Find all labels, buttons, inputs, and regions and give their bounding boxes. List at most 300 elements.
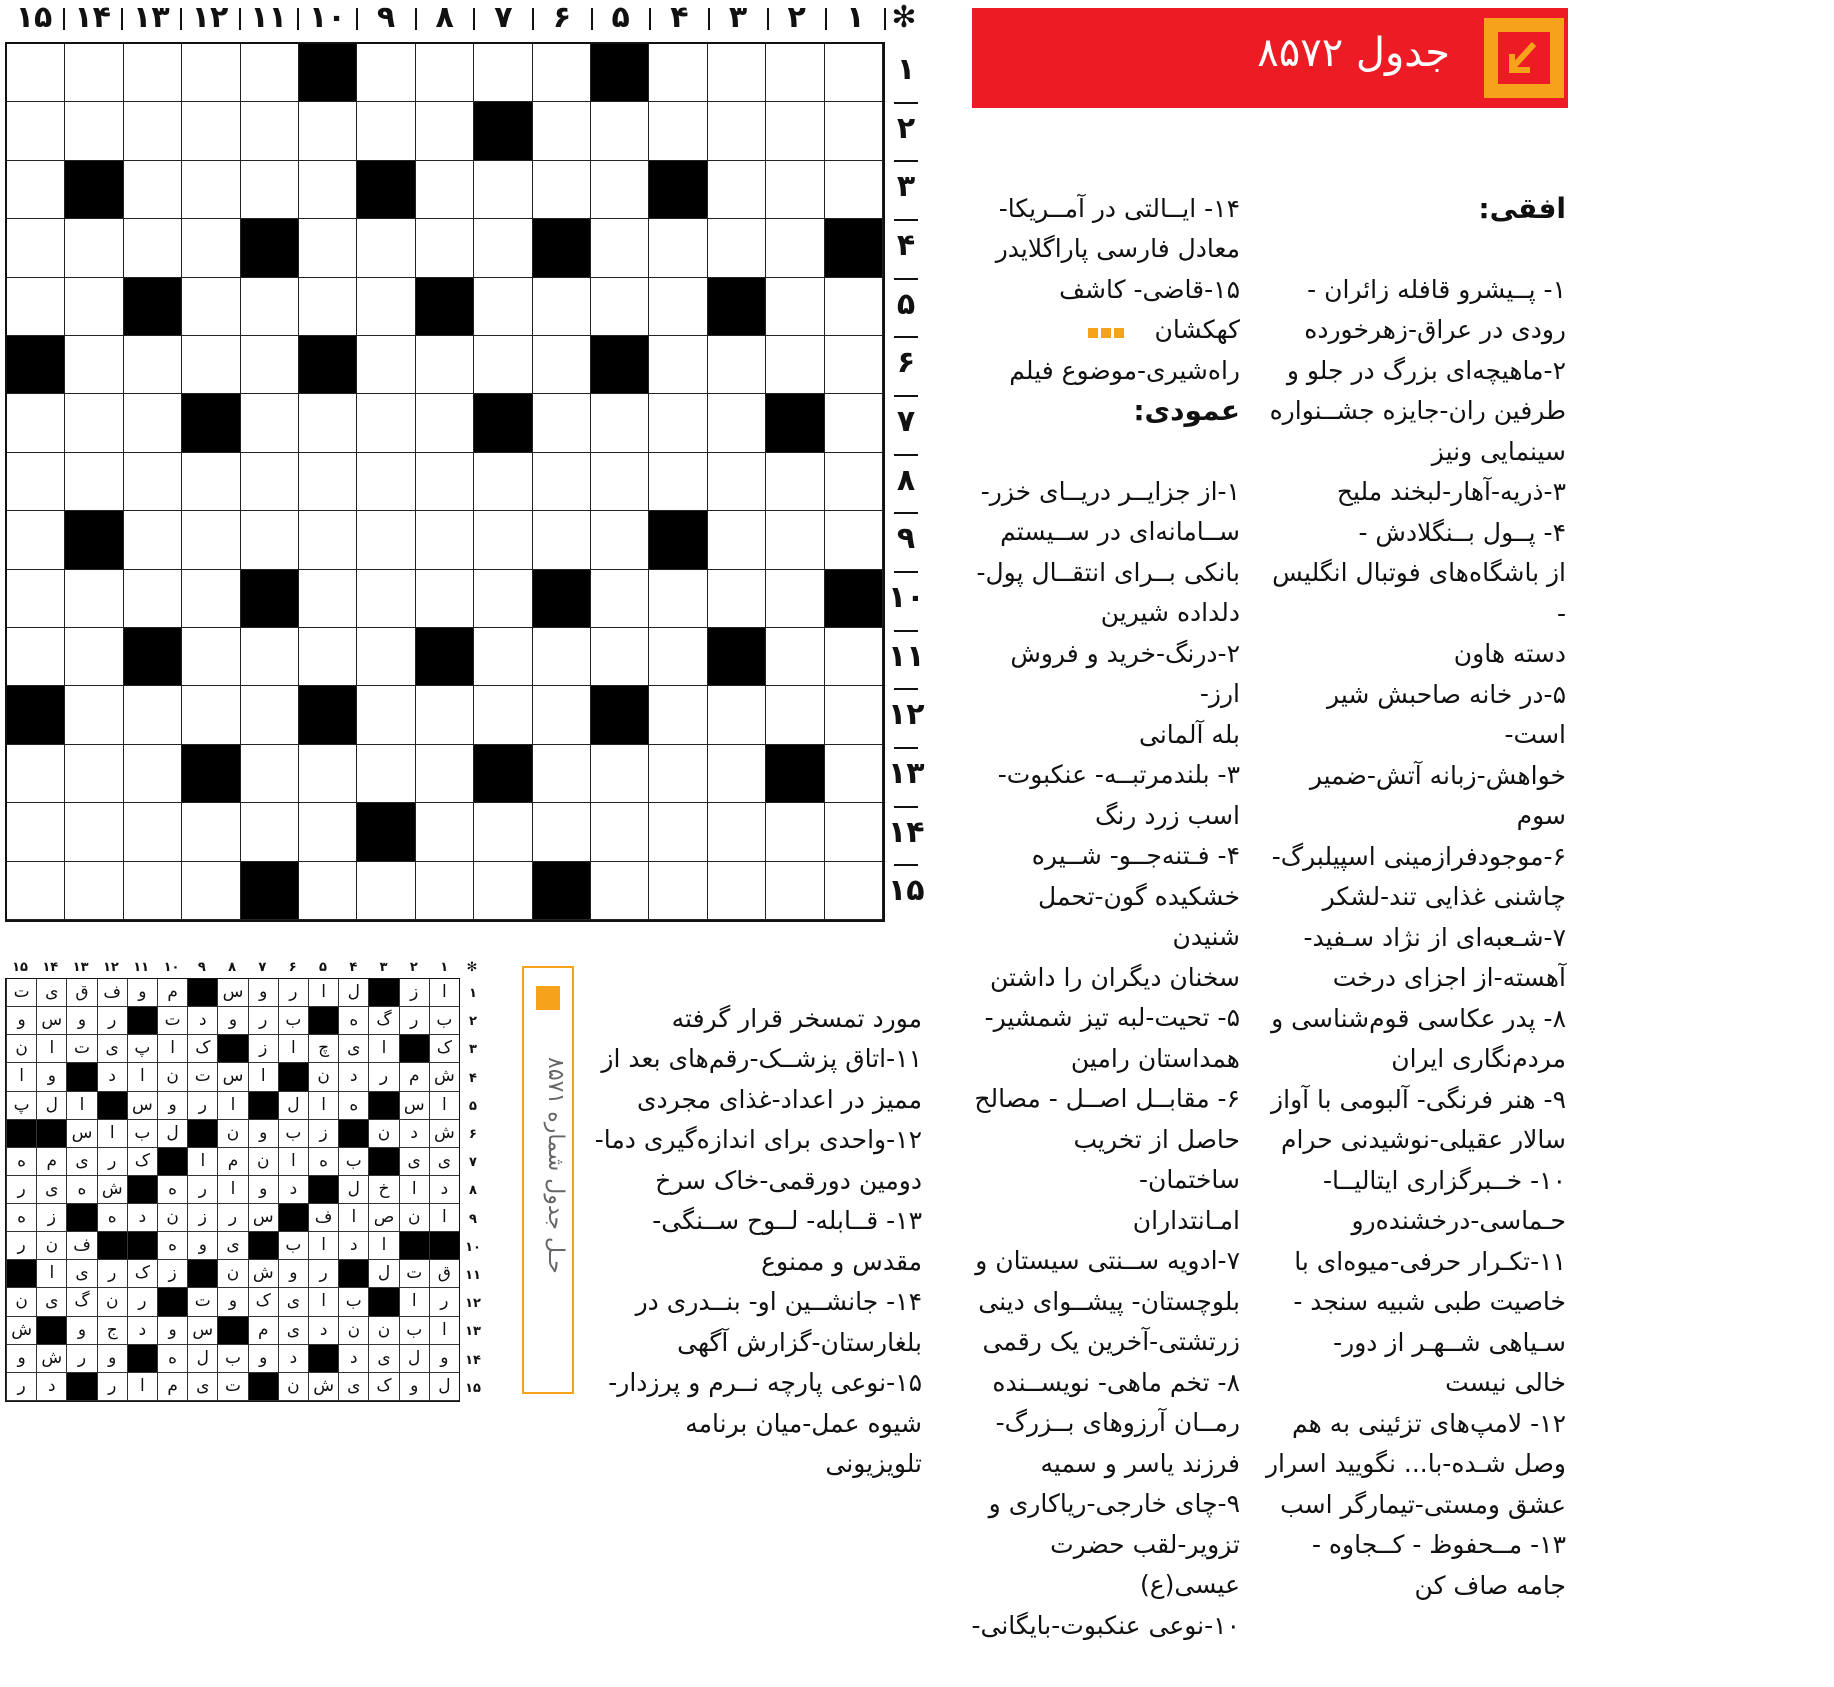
grid-cell[interactable] bbox=[591, 102, 649, 160]
grid-cell[interactable] bbox=[533, 336, 591, 394]
solution-cell: د bbox=[308, 1317, 338, 1345]
solution-cell: ص bbox=[368, 1204, 398, 1232]
grid-cell[interactable] bbox=[65, 278, 123, 336]
grid-cell[interactable] bbox=[65, 745, 123, 803]
grid-cell[interactable] bbox=[299, 745, 357, 803]
black-cell bbox=[766, 394, 824, 452]
grid-cell[interactable] bbox=[357, 745, 415, 803]
grid-cell[interactable] bbox=[357, 278, 415, 336]
grid-cell[interactable] bbox=[474, 570, 532, 628]
grid-cell[interactable] bbox=[533, 161, 591, 219]
solution-cell: ر bbox=[429, 1288, 459, 1316]
grid-cell[interactable] bbox=[416, 394, 474, 452]
grid-cell[interactable] bbox=[7, 803, 65, 861]
solution-cell: و bbox=[127, 979, 157, 1007]
grid-cell[interactable] bbox=[65, 102, 123, 160]
separator bbox=[894, 630, 918, 632]
solution-cell: گ bbox=[66, 1288, 96, 1316]
logo-icon bbox=[536, 986, 560, 1010]
grid-cell[interactable] bbox=[182, 570, 240, 628]
grid-cell[interactable] bbox=[416, 745, 474, 803]
solution-cell: ن bbox=[157, 1204, 187, 1232]
black-cell bbox=[299, 686, 357, 744]
solution-label: حـل جدول شماره ۸۵۷۱ bbox=[543, 1056, 568, 1274]
grid-cell[interactable] bbox=[825, 44, 883, 102]
grid-cell[interactable] bbox=[533, 278, 591, 336]
row-number: ۸ bbox=[896, 462, 916, 498]
grid-cell[interactable] bbox=[649, 219, 707, 277]
grid-cell[interactable] bbox=[7, 161, 65, 219]
solution-cell: و bbox=[429, 1345, 459, 1373]
grid-cell[interactable] bbox=[591, 570, 649, 628]
solution-black-cell bbox=[66, 1204, 96, 1232]
grid-cell[interactable] bbox=[825, 862, 883, 920]
black-cell bbox=[124, 278, 182, 336]
solution-cell: ش bbox=[248, 1260, 278, 1288]
grid-cell[interactable] bbox=[182, 686, 240, 744]
grid-cell[interactable] bbox=[825, 628, 883, 686]
grid-cell[interactable] bbox=[124, 686, 182, 744]
solution-cell: م bbox=[157, 979, 187, 1007]
grid-cell[interactable] bbox=[7, 394, 65, 452]
separator bbox=[894, 219, 918, 221]
grid-cell[interactable] bbox=[766, 219, 824, 277]
grid-cell[interactable] bbox=[825, 803, 883, 861]
grid-cell[interactable] bbox=[766, 570, 824, 628]
solution-cell: ی bbox=[429, 1148, 459, 1176]
grid-cell[interactable] bbox=[65, 336, 123, 394]
grid-cell[interactable] bbox=[299, 628, 357, 686]
grid-cell[interactable] bbox=[649, 278, 707, 336]
solution-column-number: ۵ bbox=[319, 960, 327, 975]
grid-cell[interactable] bbox=[182, 219, 240, 277]
solution-cell: ه bbox=[66, 1176, 96, 1204]
grid-cell[interactable] bbox=[7, 745, 65, 803]
grid-cell[interactable] bbox=[533, 745, 591, 803]
grid-cell[interactable] bbox=[474, 511, 532, 569]
grid-cell[interactable] bbox=[241, 686, 299, 744]
solution-cell: ا bbox=[157, 1035, 187, 1063]
solution-cell: ر bbox=[66, 1345, 96, 1373]
grid-cell[interactable] bbox=[124, 336, 182, 394]
solution-cell: ب bbox=[338, 1288, 368, 1316]
grid-cell[interactable] bbox=[533, 44, 591, 102]
grid-cell[interactable] bbox=[124, 394, 182, 452]
grid-cell[interactable] bbox=[124, 803, 182, 861]
solution-cell: ر bbox=[97, 1260, 127, 1288]
grid-cell[interactable] bbox=[766, 803, 824, 861]
grid-cell[interactable] bbox=[124, 511, 182, 569]
grid-cell[interactable] bbox=[7, 628, 65, 686]
grid-cell[interactable] bbox=[7, 102, 65, 160]
solution-cell: چ bbox=[308, 1035, 338, 1063]
crossword-grid[interactable] bbox=[5, 42, 885, 922]
solution-column-number: ۱ bbox=[440, 960, 449, 975]
solution-cell: ن bbox=[308, 1063, 338, 1091]
grid-cell[interactable] bbox=[124, 219, 182, 277]
grid-cell[interactable] bbox=[357, 686, 415, 744]
grid-cell[interactable] bbox=[65, 803, 123, 861]
grid-cell[interactable] bbox=[416, 44, 474, 102]
grid-cell[interactable] bbox=[474, 336, 532, 394]
grid-cell[interactable] bbox=[357, 44, 415, 102]
grid-cell[interactable] bbox=[533, 453, 591, 511]
grid-cell[interactable] bbox=[241, 803, 299, 861]
grid-cell[interactable] bbox=[474, 161, 532, 219]
grid-cell[interactable] bbox=[825, 336, 883, 394]
grid-cell[interactable] bbox=[533, 628, 591, 686]
solution-cell: ا bbox=[66, 1092, 96, 1120]
grid-cell[interactable] bbox=[416, 570, 474, 628]
solution-cell: ک bbox=[127, 1260, 157, 1288]
grid-cell[interactable] bbox=[65, 686, 123, 744]
grid-cell[interactable] bbox=[708, 219, 766, 277]
grid-cell[interactable] bbox=[474, 862, 532, 920]
grid-cell[interactable] bbox=[591, 161, 649, 219]
grid-cell[interactable] bbox=[241, 336, 299, 394]
solution-black-cell bbox=[368, 1148, 398, 1176]
black-cell bbox=[591, 336, 649, 394]
grid-cell[interactable] bbox=[241, 394, 299, 452]
black-cell bbox=[591, 44, 649, 102]
grid-cell[interactable] bbox=[766, 686, 824, 744]
grid-cell[interactable] bbox=[357, 453, 415, 511]
grid-cell[interactable] bbox=[591, 628, 649, 686]
solution-black-cell bbox=[157, 1288, 187, 1316]
grid-cell[interactable] bbox=[7, 219, 65, 277]
grid-cell[interactable] bbox=[766, 862, 824, 920]
column-number: ۹ bbox=[376, 0, 396, 35]
grid-cell[interactable] bbox=[7, 511, 65, 569]
grid-cell[interactable] bbox=[766, 453, 824, 511]
grid-cell[interactable] bbox=[649, 628, 707, 686]
grid-cell[interactable] bbox=[357, 102, 415, 160]
solution-cell: ی bbox=[36, 1288, 66, 1316]
separator bbox=[532, 8, 534, 30]
grid-cell[interactable] bbox=[124, 44, 182, 102]
grid-cell[interactable] bbox=[241, 745, 299, 803]
grid-cell[interactable] bbox=[357, 570, 415, 628]
grid-cell[interactable] bbox=[708, 161, 766, 219]
solution-cell: ا bbox=[127, 1063, 157, 1091]
grid-cell[interactable] bbox=[65, 628, 123, 686]
grid-cell[interactable] bbox=[649, 453, 707, 511]
grid-cell[interactable] bbox=[649, 102, 707, 160]
grid-cell[interactable] bbox=[124, 570, 182, 628]
grid-cell[interactable] bbox=[182, 453, 240, 511]
grid-cell[interactable] bbox=[825, 278, 883, 336]
grid-cell[interactable] bbox=[357, 511, 415, 569]
grid-cell[interactable] bbox=[241, 511, 299, 569]
grid-cell[interactable] bbox=[766, 161, 824, 219]
grid-cell[interactable] bbox=[533, 102, 591, 160]
black-cell bbox=[649, 161, 707, 219]
grid-cell[interactable] bbox=[65, 570, 123, 628]
solution-cell: ف bbox=[97, 979, 127, 1007]
grid-cell[interactable] bbox=[182, 278, 240, 336]
row-number: ۱۲ bbox=[888, 697, 925, 733]
black-cell bbox=[708, 278, 766, 336]
grid-cell[interactable] bbox=[241, 278, 299, 336]
solution-cell: ر bbox=[127, 1288, 157, 1316]
solution-cell: ه bbox=[157, 1176, 187, 1204]
grid-cell[interactable] bbox=[474, 278, 532, 336]
grid-cell[interactable] bbox=[65, 44, 123, 102]
grid-cell[interactable] bbox=[766, 336, 824, 394]
grid-cell[interactable] bbox=[474, 628, 532, 686]
solution-cell: ف bbox=[66, 1232, 96, 1260]
grid-cell[interactable] bbox=[299, 219, 357, 277]
grid-cell[interactable] bbox=[7, 570, 65, 628]
grid-cell[interactable] bbox=[766, 102, 824, 160]
grid-cell[interactable] bbox=[708, 745, 766, 803]
grid-cell[interactable] bbox=[124, 161, 182, 219]
grid-cell[interactable] bbox=[416, 511, 474, 569]
grid-cell[interactable] bbox=[474, 453, 532, 511]
grid-cell[interactable] bbox=[649, 44, 707, 102]
grid-cell[interactable] bbox=[533, 803, 591, 861]
solution-black-cell bbox=[6, 1260, 36, 1288]
grid-cell[interactable] bbox=[649, 336, 707, 394]
grid-cell[interactable] bbox=[357, 862, 415, 920]
grid-cell[interactable] bbox=[357, 628, 415, 686]
grid-cell[interactable] bbox=[591, 453, 649, 511]
black-cell bbox=[241, 219, 299, 277]
row-number: ۴ bbox=[896, 228, 916, 263]
grid-cell[interactable] bbox=[182, 628, 240, 686]
grid-cell[interactable] bbox=[825, 745, 883, 803]
grid-cell[interactable] bbox=[65, 394, 123, 452]
grid-cell[interactable] bbox=[299, 161, 357, 219]
solution-cell: ر bbox=[97, 1148, 127, 1176]
solution-black-cell bbox=[217, 1317, 247, 1345]
solution-cell: ی bbox=[399, 1148, 429, 1176]
grid-cell[interactable] bbox=[708, 44, 766, 102]
solution-cell: د bbox=[429, 1176, 459, 1204]
solution-cell: ن bbox=[338, 1317, 368, 1345]
grid-cell[interactable] bbox=[65, 453, 123, 511]
solution-column-number: ۶ bbox=[288, 960, 297, 975]
solution-black-cell bbox=[399, 1232, 429, 1260]
solution-column-number: ۳ bbox=[379, 960, 388, 975]
separator bbox=[894, 747, 918, 749]
solution-cell: ب bbox=[278, 1232, 308, 1260]
separator bbox=[180, 8, 182, 30]
black-cell bbox=[825, 219, 883, 277]
grid-cell[interactable] bbox=[766, 44, 824, 102]
solution-cell: ن bbox=[248, 1148, 278, 1176]
solution-cell: ک bbox=[248, 1288, 278, 1316]
solution-black-cell bbox=[97, 1092, 127, 1120]
grid-cell[interactable] bbox=[241, 44, 299, 102]
grid-cell[interactable] bbox=[649, 745, 707, 803]
page-title: جدول ۸۵۷۲ bbox=[1257, 30, 1450, 76]
grid-cell[interactable] bbox=[241, 628, 299, 686]
grid-cell[interactable] bbox=[416, 453, 474, 511]
grid-cell[interactable] bbox=[649, 862, 707, 920]
solution-black-cell bbox=[308, 1345, 338, 1373]
black-cell bbox=[416, 278, 474, 336]
grid-cell[interactable] bbox=[65, 219, 123, 277]
grid-cell[interactable] bbox=[416, 161, 474, 219]
solution-cell: ی bbox=[66, 1260, 96, 1288]
grid-cell[interactable] bbox=[299, 862, 357, 920]
grid-cell[interactable] bbox=[182, 102, 240, 160]
solution-black-cell bbox=[187, 1120, 217, 1148]
solution-cell: ج bbox=[97, 1317, 127, 1345]
solution-cell: ه bbox=[338, 1092, 368, 1120]
solution-black-cell bbox=[6, 1120, 36, 1148]
solution-black-cell bbox=[399, 1035, 429, 1063]
grid-cell[interactable] bbox=[416, 336, 474, 394]
separator bbox=[591, 8, 593, 30]
grid-cell[interactable] bbox=[182, 161, 240, 219]
grid-cell[interactable] bbox=[825, 686, 883, 744]
solution-row-number: ۱۴ bbox=[465, 1352, 481, 1368]
grid-cell[interactable] bbox=[124, 453, 182, 511]
grid-cell[interactable] bbox=[708, 570, 766, 628]
title-banner bbox=[972, 8, 1568, 108]
grid-cell[interactable] bbox=[416, 862, 474, 920]
solution-black-cell bbox=[127, 1345, 157, 1373]
grid-cell[interactable] bbox=[825, 511, 883, 569]
grid-cell[interactable] bbox=[7, 453, 65, 511]
solution-cell: و bbox=[6, 1345, 36, 1373]
grid-cell[interactable] bbox=[533, 511, 591, 569]
grid-cell[interactable] bbox=[591, 745, 649, 803]
grid-cell[interactable] bbox=[299, 511, 357, 569]
grid-cell[interactable] bbox=[533, 394, 591, 452]
solution-cell: و bbox=[217, 1288, 247, 1316]
solution-cell: ز bbox=[308, 1120, 338, 1148]
solution-column-number: ۷ bbox=[258, 960, 267, 975]
grid-cell[interactable] bbox=[7, 862, 65, 920]
grid-cell[interactable] bbox=[182, 336, 240, 394]
black-cell bbox=[182, 745, 240, 803]
solution-cell: ت bbox=[66, 1035, 96, 1063]
grid-cell[interactable] bbox=[357, 336, 415, 394]
grid-cell[interactable] bbox=[182, 511, 240, 569]
grid-cell[interactable] bbox=[299, 803, 357, 861]
grid-cell[interactable] bbox=[65, 862, 123, 920]
grid-cell[interactable] bbox=[766, 628, 824, 686]
solution-cell: ا bbox=[6, 1063, 36, 1091]
grid-cell[interactable] bbox=[182, 44, 240, 102]
grid-cell[interactable] bbox=[474, 44, 532, 102]
grid-cell[interactable] bbox=[474, 686, 532, 744]
solution-cell: ن bbox=[6, 1035, 36, 1063]
solution-cell: ه bbox=[6, 1204, 36, 1232]
solution-column-number: ۱۵ bbox=[12, 960, 28, 975]
grid-cell[interactable] bbox=[357, 219, 415, 277]
grid-cell[interactable] bbox=[7, 44, 65, 102]
grid-cell[interactable] bbox=[766, 511, 824, 569]
grid-cell[interactable] bbox=[416, 686, 474, 744]
grid-cell[interactable] bbox=[299, 570, 357, 628]
grid-cell[interactable] bbox=[649, 394, 707, 452]
solution-cell: د bbox=[399, 1120, 429, 1148]
column-number: ۶ bbox=[552, 0, 572, 35]
grid-cell[interactable] bbox=[474, 803, 532, 861]
solution-cell: ب bbox=[217, 1345, 247, 1373]
grid-cell[interactable] bbox=[708, 862, 766, 920]
grid-cell[interactable] bbox=[591, 803, 649, 861]
solution-cell: ن bbox=[36, 1232, 66, 1260]
grid-cell[interactable] bbox=[299, 453, 357, 511]
solution-cell: ر bbox=[6, 1373, 36, 1401]
separator bbox=[708, 8, 710, 30]
grid-cell[interactable] bbox=[416, 219, 474, 277]
solution-cell: ا bbox=[36, 1035, 66, 1063]
grid-cell[interactable] bbox=[7, 278, 65, 336]
black-cell bbox=[357, 803, 415, 861]
grid-cell[interactable] bbox=[241, 453, 299, 511]
grid-cell[interactable] bbox=[766, 278, 824, 336]
grid-cell[interactable] bbox=[708, 102, 766, 160]
solution-black-cell bbox=[127, 1176, 157, 1204]
grid-cell[interactable] bbox=[241, 161, 299, 219]
grid-cell[interactable] bbox=[533, 686, 591, 744]
grid-cell[interactable] bbox=[708, 453, 766, 511]
grid-cell[interactable] bbox=[474, 219, 532, 277]
grid-cell[interactable] bbox=[124, 102, 182, 160]
grid-cell[interactable] bbox=[591, 862, 649, 920]
solution-cell: ل bbox=[187, 1345, 217, 1373]
column-number: ۸ bbox=[435, 0, 454, 35]
grid-cell[interactable] bbox=[591, 511, 649, 569]
grid-cell[interactable] bbox=[357, 394, 415, 452]
grid-cell[interactable] bbox=[708, 803, 766, 861]
grid-cell[interactable] bbox=[299, 102, 357, 160]
solution-cell: ی bbox=[187, 1373, 217, 1401]
grid-cell[interactable] bbox=[124, 862, 182, 920]
grid-cell[interactable] bbox=[825, 102, 883, 160]
black-cell bbox=[474, 394, 532, 452]
grid-cell[interactable] bbox=[825, 394, 883, 452]
grid-cell[interactable] bbox=[708, 686, 766, 744]
grid-cell[interactable] bbox=[591, 278, 649, 336]
solution-cell: ل bbox=[338, 979, 368, 1007]
grid-cell[interactable] bbox=[708, 511, 766, 569]
solution-cell: خ bbox=[368, 1176, 398, 1204]
grid-cell[interactable] bbox=[708, 336, 766, 394]
grid-cell[interactable] bbox=[825, 161, 883, 219]
solution-cell: ا bbox=[399, 1288, 429, 1316]
column-number: ۱۰ bbox=[309, 0, 346, 35]
grid-cell[interactable] bbox=[416, 102, 474, 160]
grid-cell[interactable] bbox=[591, 219, 649, 277]
solution-cell: ک bbox=[368, 1373, 398, 1401]
grid-cell[interactable] bbox=[649, 803, 707, 861]
corner-symbol: ✻ bbox=[891, 0, 917, 35]
grid-cell[interactable] bbox=[182, 862, 240, 920]
solution-cell: ا bbox=[368, 1035, 398, 1063]
grid-cell[interactable] bbox=[591, 394, 649, 452]
solution-cell: و bbox=[6, 1007, 36, 1035]
grid-cell[interactable] bbox=[124, 745, 182, 803]
grid-cell[interactable] bbox=[649, 570, 707, 628]
solution-cell: م bbox=[217, 1148, 247, 1176]
grid-cell[interactable] bbox=[299, 394, 357, 452]
grid-cell[interactable] bbox=[708, 394, 766, 452]
grid-cell[interactable] bbox=[649, 686, 707, 744]
grid-cell[interactable] bbox=[241, 102, 299, 160]
solution-cell: ه bbox=[97, 1204, 127, 1232]
grid-cell[interactable] bbox=[182, 803, 240, 861]
grid-cell[interactable] bbox=[416, 803, 474, 861]
grid-cell[interactable] bbox=[299, 278, 357, 336]
grid-cell[interactable] bbox=[825, 453, 883, 511]
